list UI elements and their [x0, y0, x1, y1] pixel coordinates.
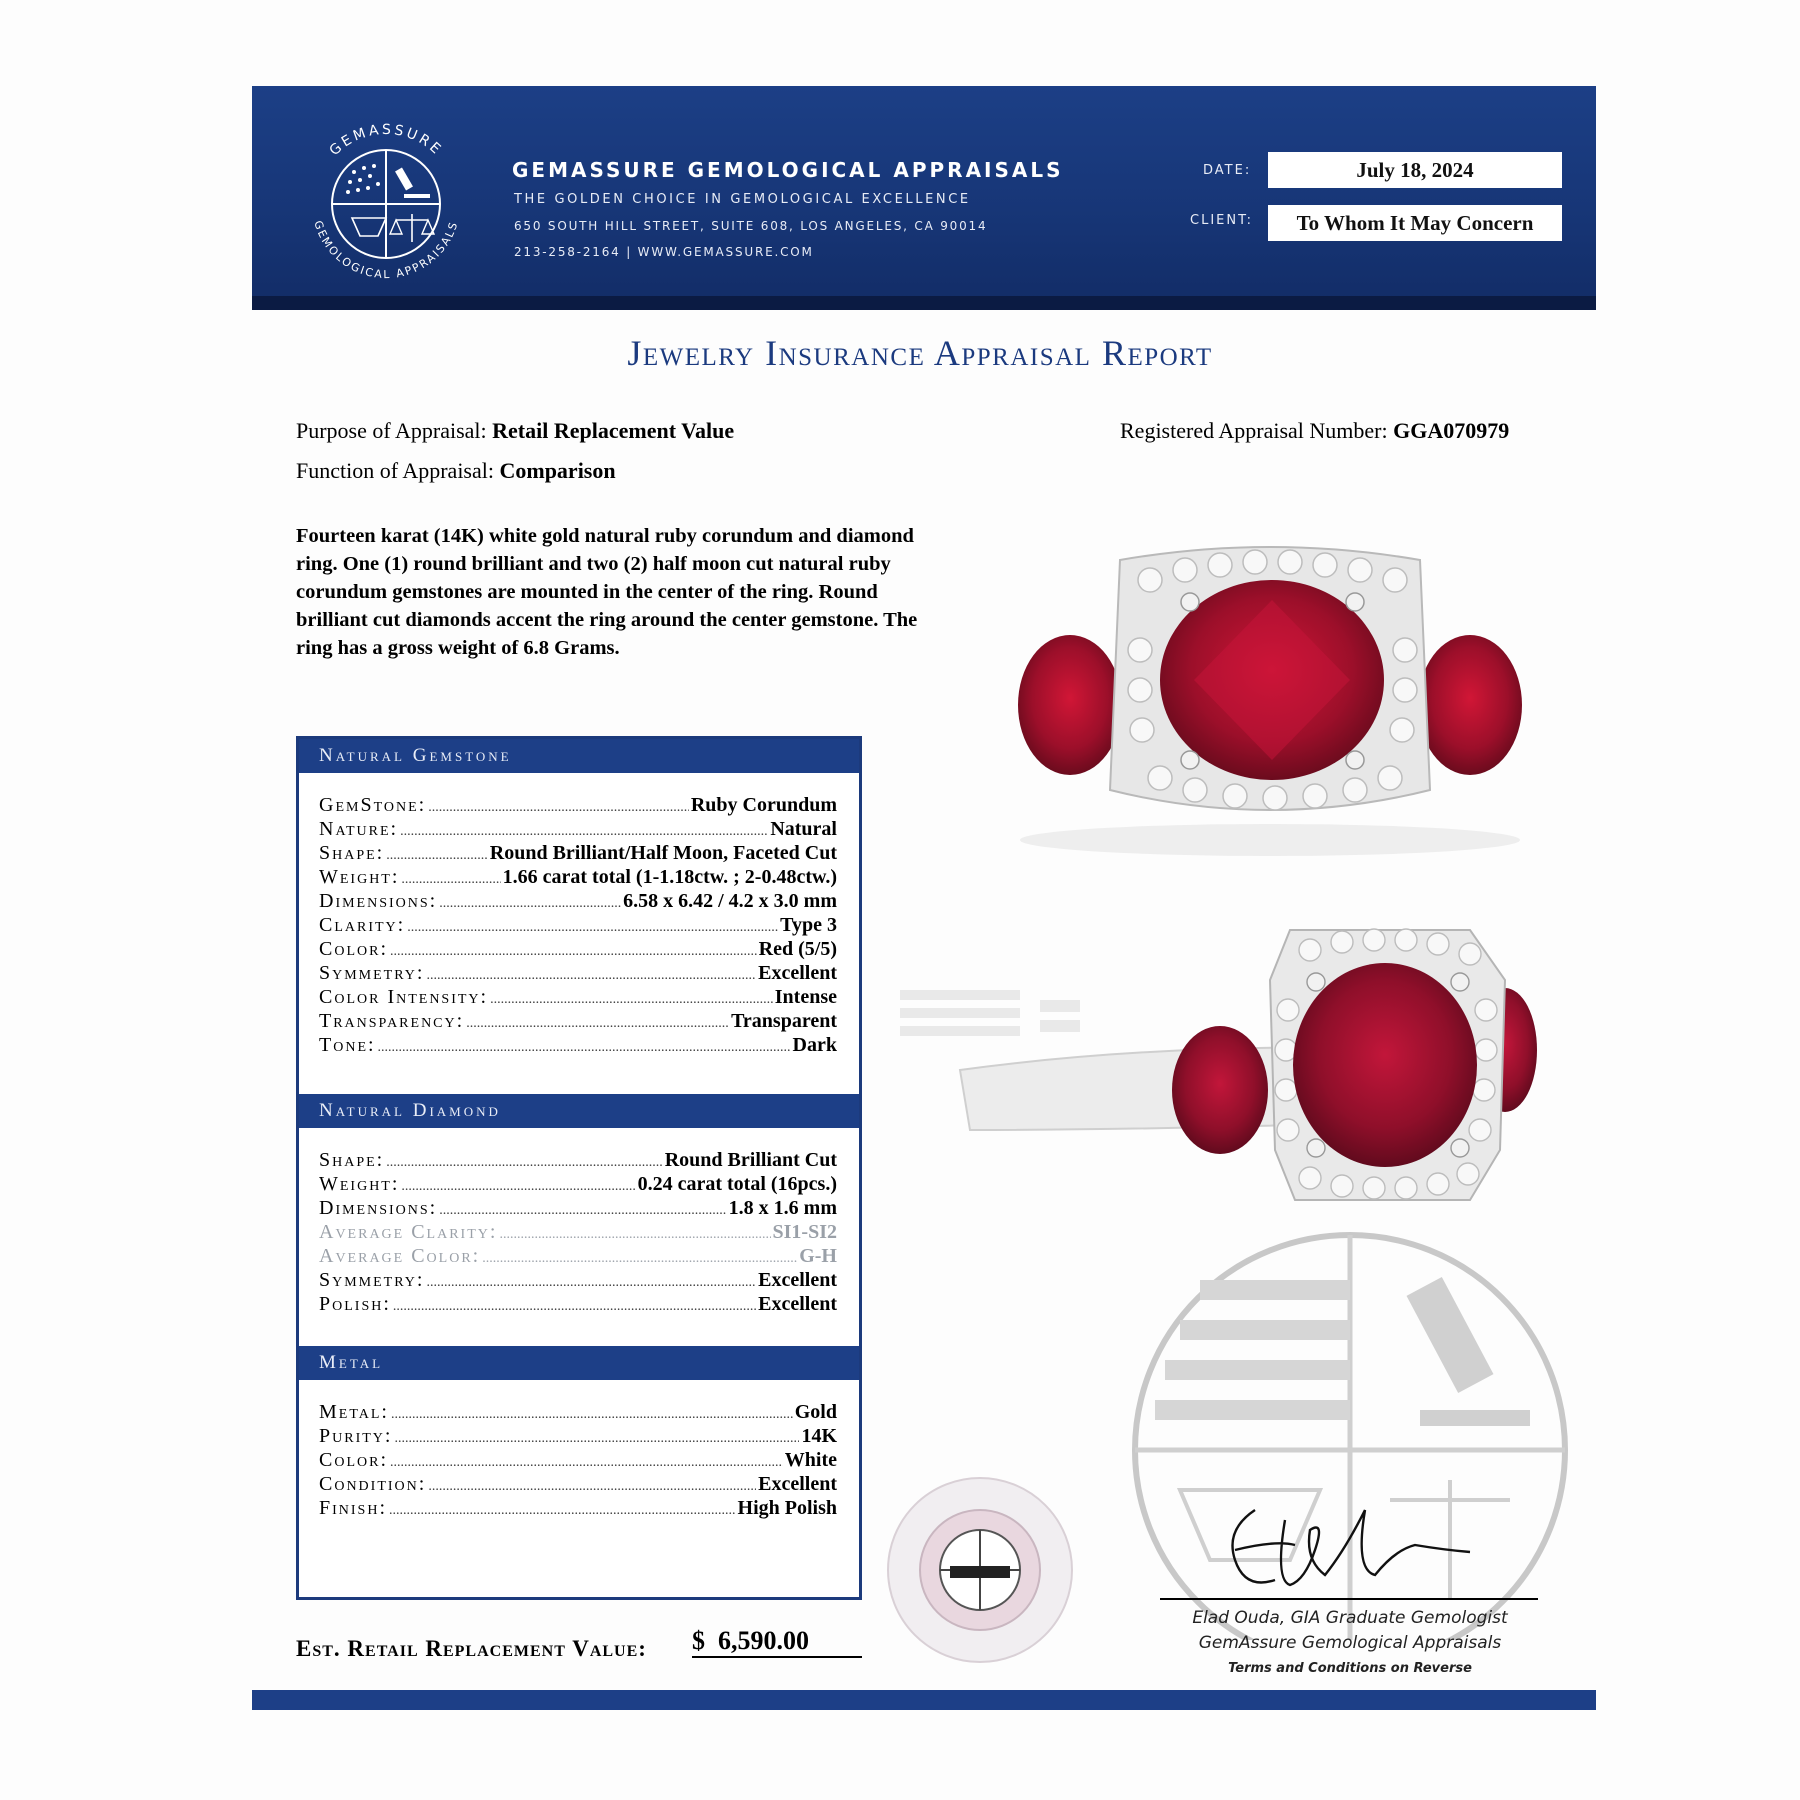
spec-leader-dots: [390, 944, 757, 960]
spec-value: 6.58 x 6.42 / 4.2 x 3.0 mm: [623, 890, 837, 912]
spec-value: Ruby Corundum: [690, 794, 837, 816]
spec-value: 1.8 x 1.6 mm: [728, 1197, 837, 1219]
company-name: GEMASSURE GEMOLOGICAL APPRAISALS: [512, 158, 1064, 182]
spec-value: High Polish: [737, 1497, 837, 1519]
gemassure-seal-logo: [292, 110, 480, 298]
appraiser-company: GemAssure Gemological Appraisals: [1198, 1633, 1502, 1653]
value-label: Est. Retail Replacement Value:: [296, 1636, 647, 1661]
spec-value: 0.24 carat total (16pcs.): [637, 1173, 837, 1195]
spec-row: [319, 1245, 837, 1269]
spec-leader-dots: [378, 1040, 791, 1056]
spec-row: [319, 866, 837, 890]
spec-key: Transparency:: [319, 1010, 465, 1032]
spec-key: Shape:: [319, 842, 385, 864]
spec-leader-dots: [439, 1203, 726, 1219]
spec-row: [319, 1034, 837, 1058]
company-tagline: THE GOLDEN CHOICE IN GEMOLOGICAL EXCELLENCE: [514, 192, 971, 207]
ring-photo-front: [1010, 540, 1530, 860]
spec-key: Nature:: [319, 818, 399, 840]
svg-text:GEMOLOGICAL APPRAISALS: GEMOLOGICAL APPRAISALS: [311, 219, 461, 282]
spec-leader-dots: [426, 1275, 756, 1291]
spec-leader-dots: [390, 1455, 783, 1471]
spec-value: Excellent: [758, 1269, 837, 1291]
spec-row: [319, 938, 837, 962]
value-number: 6,590.00: [718, 1626, 809, 1655]
spec-row: [319, 842, 837, 866]
specifications-panel: [296, 736, 862, 1600]
spec-key: GemStone:: [319, 794, 427, 816]
signature-line: [1160, 1598, 1538, 1600]
spec-key: Dimensions:: [319, 1197, 438, 1219]
spec-leader-dots: [428, 1479, 756, 1495]
spec-value: G-H: [799, 1245, 837, 1267]
spec-key: Finish:: [319, 1497, 388, 1519]
svg-text:GEMASSURE: GEMASSURE: [326, 121, 446, 160]
value-currency: $: [692, 1626, 705, 1655]
spec-leader-dots: [401, 872, 500, 888]
spec-value: Excellent: [758, 1293, 837, 1315]
spec-value: Dark: [792, 1034, 837, 1056]
ring-photo-side: [880, 920, 1560, 1220]
spec-leader-dots: [389, 1503, 736, 1519]
spec-row: [319, 1497, 837, 1521]
spec-value: Excellent: [758, 1473, 837, 1495]
spec-row: [319, 1269, 837, 1293]
spec-value: Round Brilliant Cut: [664, 1149, 837, 1171]
spec-key: Average Color:: [319, 1245, 481, 1267]
spec-row: [319, 1293, 837, 1317]
spec-key: Color Intensity:: [319, 986, 489, 1008]
spec-row: [319, 986, 837, 1010]
spec-leader-dots: [499, 1227, 770, 1243]
spec-key: Tone:: [319, 1034, 376, 1056]
spec-leader-dots: [400, 824, 768, 840]
spec-key: Weight:: [319, 866, 400, 888]
spec-row: [319, 1449, 837, 1473]
purpose-value: Retail Replacement Value: [492, 418, 735, 443]
spec-value: Red (5/5): [758, 938, 837, 960]
spec-row: [319, 890, 837, 914]
spec-value: Intense: [774, 986, 837, 1008]
spec-leader-dots: [386, 848, 488, 864]
spec-key: Dimensions:: [319, 890, 438, 912]
spec-row: [319, 1425, 837, 1449]
spec-row: [319, 1221, 837, 1245]
client-label: CLIENT:: [1190, 213, 1253, 228]
terms-link[interactable]: Terms and Conditions on Reverse: [1228, 1661, 1472, 1676]
spec-value: Natural: [770, 818, 837, 840]
spec-row: [319, 914, 837, 938]
spec-leader-dots: [407, 920, 778, 936]
signature-block: [1120, 1606, 1580, 1681]
report-title: Jewelry Insurance Appraisal Report: [627, 333, 1213, 373]
spec-key: Color:: [319, 938, 389, 960]
spec-key: Polish:: [319, 1293, 391, 1315]
diamond-section-heading: Natural Diamond: [299, 1094, 859, 1128]
gemstone-rows: [319, 794, 837, 1058]
purpose-label: Purpose of Appraisal:: [296, 418, 487, 443]
spec-leader-dots: [401, 1179, 635, 1195]
metal-section-heading: Metal: [299, 1346, 859, 1380]
spec-value: Gold: [794, 1401, 837, 1423]
spec-leader-dots: [391, 1407, 793, 1423]
function-value: Comparison: [499, 458, 616, 483]
diamond-rows: [319, 1149, 837, 1317]
spec-row: [319, 1401, 837, 1425]
spec-key: Condition:: [319, 1473, 427, 1495]
hologram-seal: [880, 1470, 1080, 1670]
spec-leader-dots: [428, 800, 689, 816]
registered-value: GGA070979: [1393, 418, 1510, 443]
metal-rows: [319, 1401, 837, 1521]
spec-value: 1.66 carat total (1-1.18ctw. ; 2-0.48ctw.): [502, 866, 837, 888]
spec-key: Symmetry:: [319, 962, 425, 984]
appraiser-signature: [1215, 1490, 1475, 1600]
client-value: To Whom It May Concern: [1268, 205, 1562, 241]
spec-leader-dots: [386, 1155, 662, 1171]
spec-leader-dots: [394, 1431, 799, 1447]
spec-value: Excellent: [758, 962, 837, 984]
spec-row: [319, 1173, 837, 1197]
spec-leader-dots: [426, 968, 756, 984]
function-label: Function of Appraisal:: [296, 458, 494, 483]
date-value: July 18, 2024: [1268, 152, 1562, 188]
appraiser-name: Elad Ouda, GIA Graduate Gemologist: [1192, 1608, 1508, 1628]
spec-key: Clarity:: [319, 914, 406, 936]
company-address: 650 SOUTH HILL STREET, SUITE 608, LOS ANGELES, CA 90014: [514, 219, 988, 233]
spec-key: Symmetry:: [319, 1269, 425, 1291]
spec-value: Transparent: [731, 1010, 837, 1032]
spec-key: Color:: [319, 1449, 389, 1471]
spec-value: White: [784, 1449, 837, 1471]
spec-row: [319, 962, 837, 986]
spec-key: Weight:: [319, 1173, 400, 1195]
value-amount: [692, 1626, 862, 1658]
date-label: DATE:: [1203, 163, 1252, 178]
spec-row: [319, 1473, 837, 1497]
spec-row: [319, 1149, 837, 1173]
spec-value: Type 3: [780, 914, 837, 936]
registered-label: Registered Appraisal Number:: [1120, 418, 1388, 443]
spec-value: 14K: [801, 1425, 837, 1447]
spec-value: SI1-SI2: [772, 1221, 837, 1243]
footer-bar: [252, 1690, 1596, 1710]
function-line: [296, 458, 616, 484]
spec-leader-dots: [490, 992, 773, 1008]
purpose-line: [296, 418, 734, 444]
spec-key: Metal:: [319, 1401, 389, 1423]
spec-key: Purity:: [319, 1425, 393, 1447]
registered-line: [1120, 418, 1509, 444]
spec-leader-dots: [439, 896, 621, 912]
company-contact: 213-258-2164 | WWW.GEMASSURE.COM: [514, 245, 814, 259]
spec-row: [319, 794, 837, 818]
spec-leader-dots: [466, 1016, 729, 1032]
spec-row: [319, 1010, 837, 1034]
item-description: Fourteen karat (14K) white gold natural ruby corundum and diamond ring. One (1) round brilliant and two (2) half moon cut natural ruby corundum gemstones are mounted in the center of the ring. Round brilliant cut diamonds accent the ring around the center gemstone. The ring has a gross weight of 6.8 Grams.: [296, 525, 918, 659]
spec-value: Round Brilliant/Half Moon, Faceted Cut: [489, 842, 837, 864]
spec-row: [319, 1197, 837, 1221]
spec-row: [319, 818, 837, 842]
spec-leader-dots: [482, 1251, 797, 1267]
gemstone-section-heading: Natural Gemstone: [299, 739, 859, 773]
spec-key: Shape:: [319, 1149, 385, 1171]
spec-key: Average Clarity:: [319, 1221, 498, 1243]
spec-leader-dots: [393, 1299, 756, 1315]
